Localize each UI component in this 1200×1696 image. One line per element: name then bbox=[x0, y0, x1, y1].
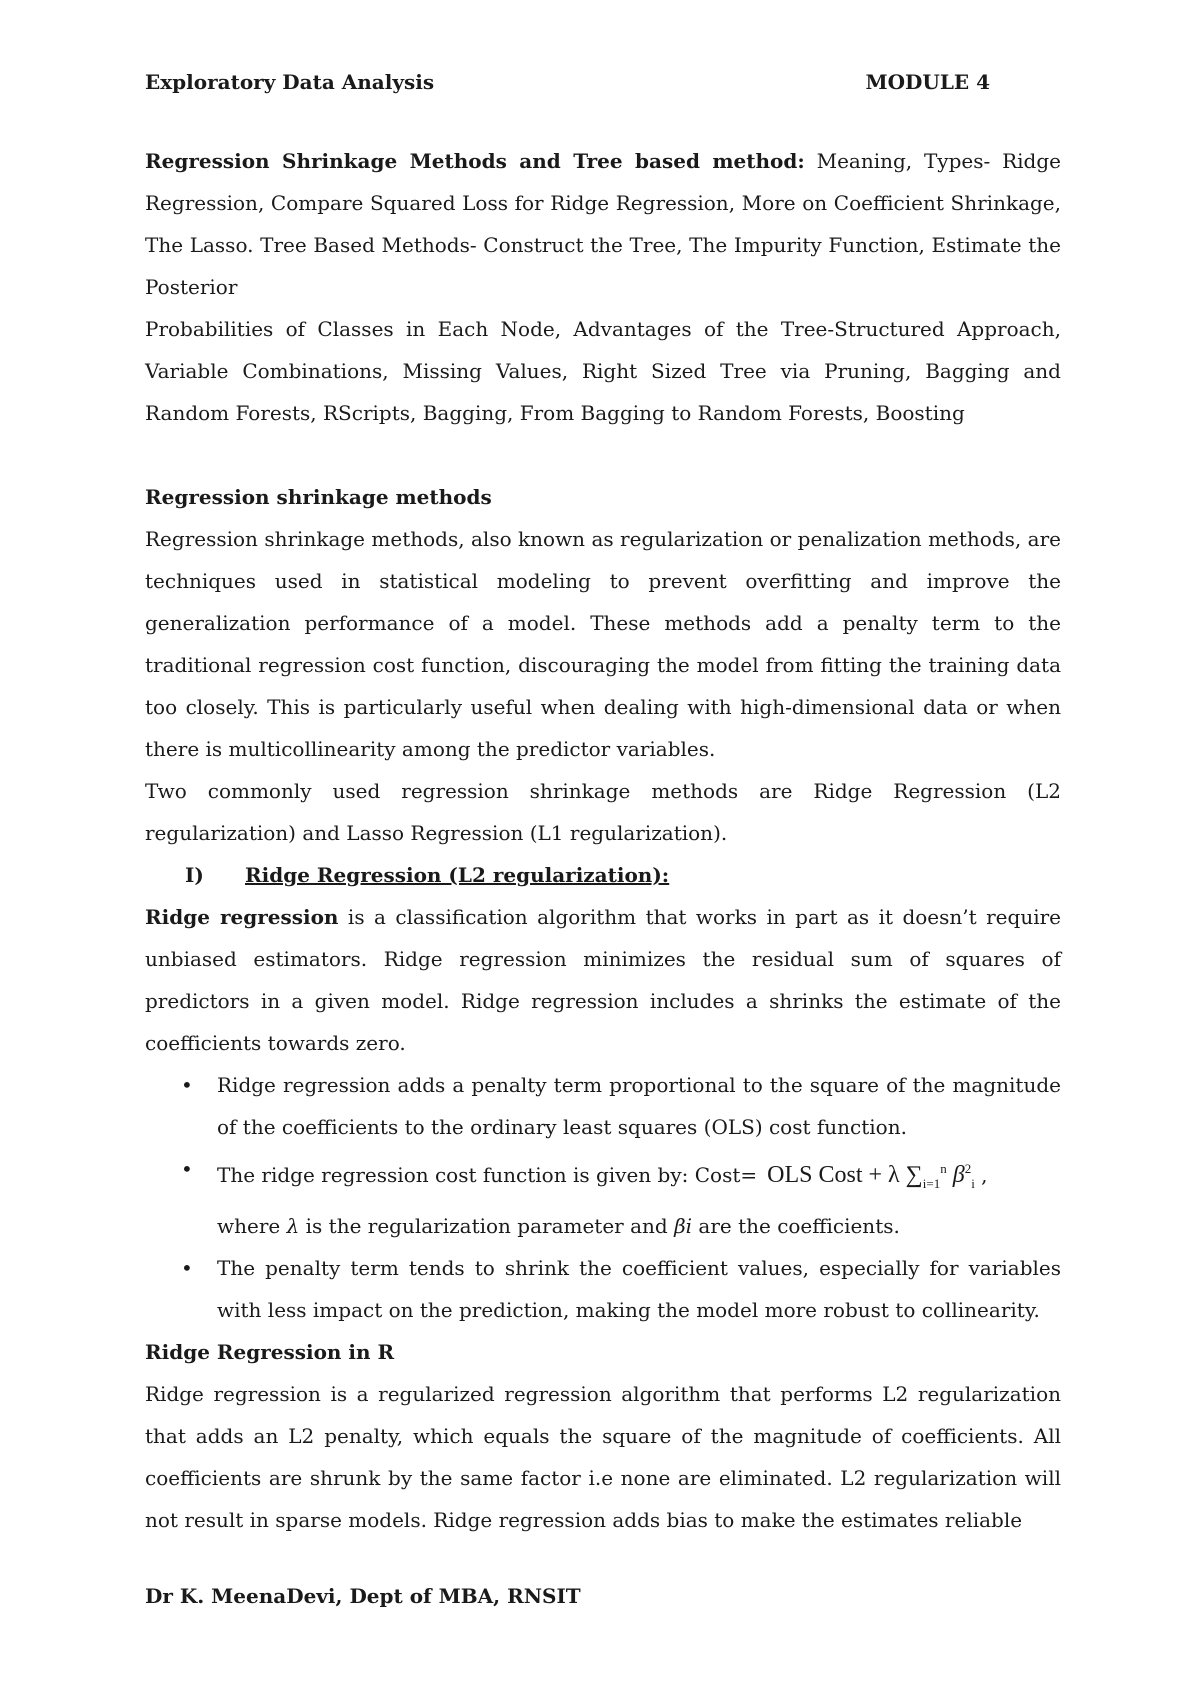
document-body bbox=[145, 140, 1061, 1541]
list-item bbox=[181, 1247, 1061, 1331]
intro-bold-lead: Regression Shrinkage Methods and Tree based method: bbox=[145, 149, 805, 173]
intro-paragraph-2: Probabilities of Classes in Each Node, Advantages of the Tree-Structured Approach, Variable Combinations, Missing Values, Right Sized Tree via Pruning, Bagging and Random Forests, RScripts, Bagging, From Bagging to Random Forests, Boosting bbox=[145, 317, 1061, 425]
ridge-section-heading bbox=[145, 854, 1061, 896]
lambda-symbol: λ bbox=[286, 1213, 300, 1238]
bullet-text-3: The penalty term tends to shrink the coefficient values, especially for variables with less impact on the prediction, making the model more robust to collinearity. bbox=[217, 1255, 1061, 1322]
intro-text: Meaning, Types- Ridge Regression, Compare Squared Loss for Ridge Regression, More on Coefficient Shrinkage, The Lasso. Tree Based Methods- Construct the Tree, The Impurity Function, Estimate the Posterior bbox=[145, 149, 1061, 299]
ridge-text: is a classification algorithm that works in part as it doesn’t require unbiased estimators. Ridge regression minimizes the residual sum of squares of predictors in a given model. Ridge regression includes a shrinks the estimate of the coefficients towards zero. bbox=[145, 905, 1061, 1055]
bullet-text-1: Ridge regression adds a penalty term proportional to the square of the magnitude of the coefficients to the ordinary least squares (OLS) cost function. bbox=[217, 1073, 1061, 1139]
header-course-title: Exploratory Data Analysis bbox=[145, 70, 435, 94]
ridge-section-title: Ridge Regression (L2 regularization): bbox=[245, 863, 670, 887]
ridge-lead: Ridge regression bbox=[145, 905, 339, 929]
bullet-text-2-pre: The ridge regression cost function is given by: Cost= bbox=[217, 1163, 758, 1187]
beta-symbol: βi bbox=[674, 1213, 693, 1238]
intro-paragraph bbox=[145, 140, 1061, 308]
list-item: • The ridge regression cost function is given by: Cost= OLS Cost + λ $\sum_{i=1}^n$ $\beta^2_i$ , where λ is the regularization parameter and βi are the coefficients. bbox=[217, 1148, 1061, 1247]
bullet-icon: • bbox=[181, 1073, 193, 1097]
header-module-label: MODULE 4 bbox=[865, 70, 990, 94]
document-page bbox=[145, 0, 1061, 1696]
shrinkage-paragraph-1: Regression shrinkage methods, also known as regularization or penalization methods, are techniques used in statistical modeling to prevent overfitting and improve the generalization performance of a model. These methods add a penalty term to the traditional regression cost function, discouraging the model from fitting the training data too closely. This is particularly useful when dealing with high-dimensional data or when there is multicollinearity among the predictor variables. bbox=[145, 527, 1061, 761]
section-heading-shrinkage: Regression shrinkage methods bbox=[145, 485, 492, 509]
bullet-icon: • bbox=[181, 1157, 193, 1181]
ridge-paragraph bbox=[145, 896, 1061, 1064]
bullet-icon: • bbox=[181, 1255, 193, 1280]
shrinkage-paragraph-2: Two commonly used regression shrinkage methods are Ridge Regression (L2 regularization) and Lasso Regression (L1 regularization). bbox=[145, 779, 1061, 845]
list-item bbox=[181, 1064, 1061, 1148]
page-footer: Dr K. MeenaDevi, Dept of MBA, RNSIT bbox=[145, 1584, 581, 1608]
ridge-in-r-heading: Ridge Regression in R bbox=[145, 1339, 395, 1364]
ridge-bullet-list bbox=[145, 1064, 1061, 1331]
page-header bbox=[145, 70, 990, 94]
ridge-section-number: I) bbox=[185, 863, 204, 887]
ridge-in-r-paragraph: Ridge regression is a regularized regression algorithm that performs L2 regularization that adds an L2 penalty, which equals the square of the magnitude of coefficients. All coefficients are shrunk by the same factor i.e none are eliminated. L2 regularization will not result in sparse models. Ridge regression adds bias to make the estimates reliable bbox=[145, 1381, 1061, 1532]
ridge-cost-formula: OLS Cost + λ $\sum_{i=1}^n$ $\beta^2_i$ bbox=[767, 1161, 975, 1191]
